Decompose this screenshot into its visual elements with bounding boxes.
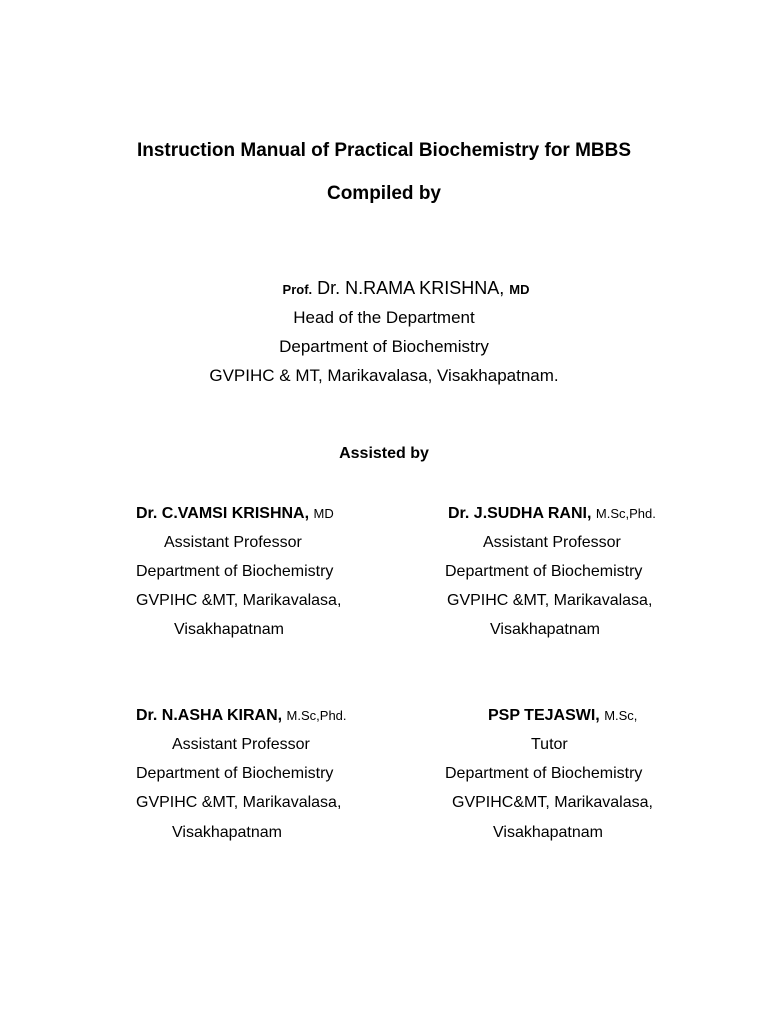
assistant-4-role: Tutor <box>531 736 568 753</box>
compiler-separator: , <box>499 278 505 298</box>
assistant-3-department: Department of Biochemistry <box>136 765 334 782</box>
assistant-2-department: Department of Biochemistry <box>445 563 643 580</box>
assistant-3-institution: GVPIHC &MT, Marikavalasa, <box>136 794 342 811</box>
compiler-department: Department of Biochemistry <box>279 337 489 356</box>
compiled-by-heading: Compiled by <box>326 183 441 204</box>
assistant-1-name-line <box>136 506 334 522</box>
assisted-by-heading: Assisted by <box>339 445 429 462</box>
assistant-1-city: Visakhapatnam <box>174 621 284 638</box>
assistant-2-name: Dr. J.SUDHA RANI, <box>448 505 592 522</box>
assistant-1-department: Department of Biochemistry <box>136 563 334 580</box>
assistant-3-degree: M.Sc,Phd. <box>286 708 347 723</box>
assistant-4-institution: GVPIHC&MT, Marikavalasa, <box>452 794 653 811</box>
assistant-1-degree: MD <box>313 506 334 521</box>
assistant-2-name-line <box>448 506 656 522</box>
assistant-1-name: Dr. C.VAMSI KRISHNA, <box>136 505 310 522</box>
compiler-prefix: Prof. <box>282 282 313 297</box>
assistant-2-degree: M.Sc,Phd. <box>595 506 656 521</box>
assistant-4-degree: M.Sc, <box>604 708 638 723</box>
compiler-degree: MD <box>509 282 530 297</box>
assistant-1-role: Assistant Professor <box>164 534 302 551</box>
assistant-3-name-line <box>136 708 347 724</box>
document-title: Instruction Manual of Practical Biochemistry for MBBS <box>136 140 632 161</box>
assistant-3-city: Visakhapatnam <box>172 824 282 841</box>
assistant-3-name: Dr. N.ASHA KIRAN, <box>136 707 283 724</box>
assistant-2-role: Assistant Professor <box>483 534 621 551</box>
compiler-name-line <box>0 279 768 297</box>
assistant-4-department: Department of Biochemistry <box>445 765 643 782</box>
assistant-4-name: PSP TEJASWI, <box>488 707 600 724</box>
assistant-2-institution: GVPIHC &MT, Marikavalasa, <box>447 592 653 609</box>
assistant-3-role: Assistant Professor <box>172 736 310 753</box>
assistant-2-city: Visakhapatnam <box>490 621 600 638</box>
compiler-name: Dr. N.RAMA KRISHNA <box>317 278 500 298</box>
assistant-4-name-line <box>488 708 637 724</box>
assistant-1-institution: GVPIHC &MT, Marikavalasa, <box>136 592 342 609</box>
assistant-4-city: Visakhapatnam <box>493 824 603 841</box>
compiler-institution: GVPIHC & MT, Marikavalasa, Visakhapatnam. <box>209 366 559 385</box>
compiler-role: Head of the Department <box>293 308 475 327</box>
